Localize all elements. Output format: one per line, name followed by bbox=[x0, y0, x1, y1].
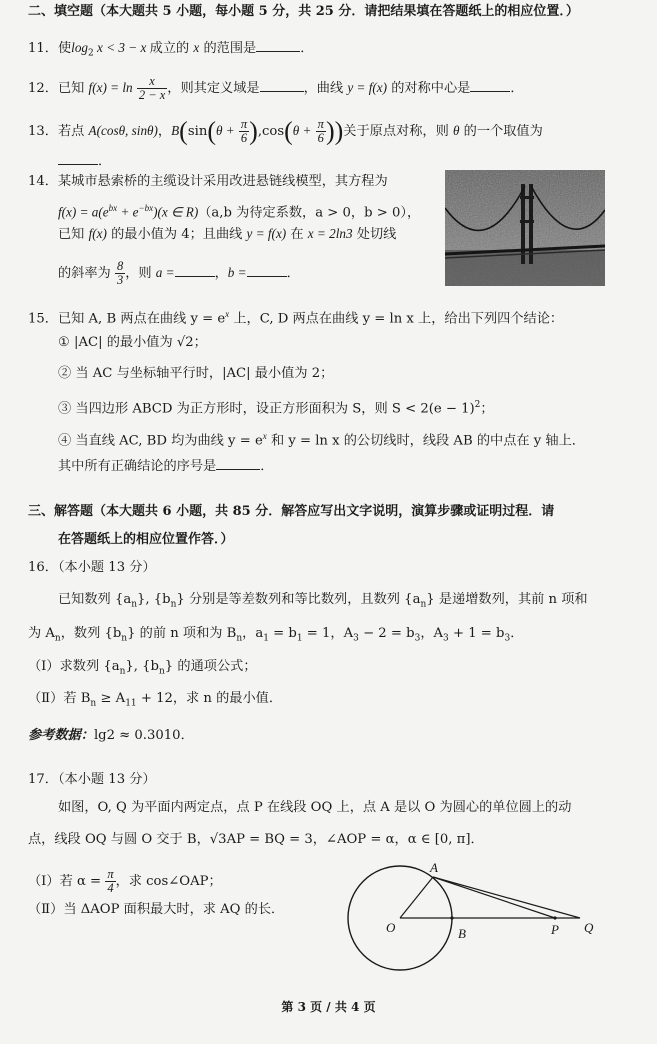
q15-c3-exp: 2 bbox=[474, 400, 481, 410]
answer-blank[interactable] bbox=[216, 455, 260, 470]
question-number: 15． bbox=[28, 311, 58, 327]
q13-fraction bbox=[239, 118, 249, 145]
question-15-conclusion-4 bbox=[58, 426, 585, 451]
q11-text: 使 bbox=[57, 41, 72, 56]
question-11 bbox=[28, 37, 313, 64]
question-17-line-1: 如图，O, Q 为平面内两定点，点 P 在线段 OQ 上，点 A 是以 O 为圆心的单位圆上的动 bbox=[58, 800, 572, 815]
question-15-conclusion-2: ② 当 AC 与坐标轴平行时，|AC| 最小值为 2； bbox=[58, 366, 334, 381]
q11-end: ． bbox=[300, 41, 314, 56]
question-14-line-4 bbox=[58, 260, 300, 287]
question-16-line-1 bbox=[58, 590, 588, 615]
question-14-line-3 bbox=[58, 224, 396, 245]
q16-text: ，数列 {b bbox=[60, 626, 122, 641]
q16-text: } 分别是等差数列和等比数列，且数列 {a bbox=[176, 592, 421, 607]
label-q: Q bbox=[584, 920, 594, 935]
label-p: P bbox=[551, 922, 559, 937]
paren-close: ) bbox=[249, 116, 258, 146]
question-15-conclusion-3 bbox=[58, 395, 494, 419]
answer-blank[interactable] bbox=[470, 77, 510, 92]
question-17-title: 17．（本小题 13 分） bbox=[28, 772, 156, 787]
paren-open: ( bbox=[179, 116, 188, 146]
question-16-line-2 bbox=[28, 624, 523, 649]
q14-eq-3: )(x ∈ R) bbox=[153, 204, 199, 220]
q11-log: log bbox=[71, 40, 89, 55]
sub: n bbox=[54, 633, 61, 644]
question-16-part-1 bbox=[28, 657, 257, 682]
paren-open: ( bbox=[284, 116, 293, 146]
q17-p1-text-2: ，求 cos∠OAP； bbox=[115, 874, 222, 889]
question-14-line-1 bbox=[28, 172, 388, 192]
q15-text-2: 上，C, D 两点在曲线 y = ln x 上，给出下列四个结论： bbox=[229, 311, 564, 327]
fraction-denominator: 4 bbox=[107, 881, 114, 895]
q12-text: 已知 bbox=[57, 81, 89, 96]
q14-text-7: 的斜率为 bbox=[58, 266, 111, 281]
q14-eq-2: + e bbox=[117, 204, 139, 220]
q15-end: ． bbox=[260, 459, 274, 474]
q14-point: x = 2ln3 bbox=[307, 226, 353, 241]
q14-fraction bbox=[115, 260, 125, 287]
question-number: 12． bbox=[28, 81, 58, 96]
question-15-conclusion-1: ① |AC| 的最小值为 √2； bbox=[58, 335, 207, 350]
question-13 bbox=[28, 118, 543, 145]
geometry-figure bbox=[330, 850, 630, 978]
q12-function: f(x) = ln bbox=[88, 80, 133, 95]
q13-sin: sin bbox=[187, 124, 208, 139]
q15-c4-text-2: 和 y = ln x 的公切线时，线段 AB 的中点在 y 轴上． bbox=[266, 433, 585, 449]
answer-blank[interactable] bbox=[256, 37, 300, 52]
fraction-numerator: π bbox=[317, 117, 324, 131]
q14-exp: bx bbox=[108, 203, 118, 213]
fraction-numerator: π bbox=[107, 867, 114, 881]
q13-point-a: A(cosθ, sinθ) bbox=[88, 123, 158, 138]
q15-c4-text: ④ 当直线 AC, BD 均为曲线 y = e bbox=[58, 433, 263, 449]
q13-theta: θ + bbox=[292, 123, 312, 138]
q13-point-b: B bbox=[171, 123, 180, 138]
q12-text-3: ，曲线 bbox=[303, 81, 348, 96]
label-b: B bbox=[458, 926, 466, 941]
sub: 3 bbox=[353, 633, 359, 644]
sub: n bbox=[170, 599, 177, 610]
q11-inequality: x < 3 − x bbox=[93, 40, 150, 55]
q14-curve: y = f(x) bbox=[246, 226, 287, 241]
sub: n bbox=[90, 698, 97, 709]
sub: 3 bbox=[443, 633, 449, 644]
sub: n bbox=[131, 599, 137, 610]
q15-prompt: 其中所有正确结论的序号是 bbox=[58, 459, 217, 474]
q13-cos: ,cos bbox=[257, 124, 285, 139]
q16-text: ． bbox=[510, 626, 524, 641]
q16-p2-text: （Ⅱ）若 B bbox=[28, 691, 91, 706]
answer-blank[interactable] bbox=[260, 77, 304, 92]
q13-var: θ bbox=[452, 123, 460, 138]
section-2-heading: 二、填空题（本大题共 5 小题，每小题 5 分，共 25 分．请把结果填在答题纸上的相应位置．） bbox=[28, 4, 579, 19]
question-12 bbox=[28, 75, 524, 102]
question-number: 11． bbox=[28, 41, 58, 56]
fraction-numerator: x bbox=[137, 75, 167, 89]
q16-text: 已知数列 {a bbox=[58, 592, 132, 607]
q14-b: b = bbox=[227, 265, 247, 280]
q16-p1-text: } 的通项公式； bbox=[164, 659, 257, 674]
q13-end: ． bbox=[98, 154, 112, 169]
q12-text-4: 的对称中心是 bbox=[387, 81, 471, 96]
point-p bbox=[553, 916, 556, 919]
sub: 3 bbox=[504, 633, 511, 644]
q12-fraction bbox=[137, 75, 167, 102]
question-17-part-2: （Ⅱ）当 ΔAOP 面积最大时，求 AQ 的长． bbox=[28, 902, 285, 917]
fraction-denominator: 6 bbox=[317, 131, 324, 145]
q16-text: } 是递增数列，其前 n 项和 bbox=[426, 592, 588, 607]
q16-text: − 2 = b bbox=[358, 626, 415, 641]
q14-comma: ， bbox=[214, 266, 228, 281]
question-15-line-1 bbox=[28, 304, 563, 329]
sub: 11 bbox=[125, 698, 137, 709]
section-3-heading-cont: 在答题纸上的相应位置作答．） bbox=[58, 532, 234, 547]
q16-text: + 1 = b bbox=[448, 626, 505, 641]
question-14-line-2 bbox=[58, 198, 420, 223]
fraction-numerator: 8 bbox=[116, 259, 124, 273]
question-17-line-2: 点，线段 OQ 与圆 O 交于 B，√3AP = BQ = 3，∠AOP = α，α ∈ [0, π]． bbox=[28, 832, 484, 847]
q11-log-base: 2 bbox=[88, 48, 94, 59]
reference-value: lg2 ≈ 0.3010． bbox=[93, 728, 194, 743]
q11-var: x bbox=[193, 40, 200, 55]
question-17-part-1 bbox=[28, 868, 222, 895]
q16-p1-text: （Ⅰ）求数列 {a bbox=[28, 659, 120, 674]
q14-exp-2: −bx bbox=[138, 203, 154, 213]
segment-oa bbox=[400, 877, 433, 918]
sub: 3 bbox=[414, 633, 421, 644]
q14-text-8: ，则 bbox=[125, 266, 156, 281]
q15-c3-end: ； bbox=[480, 401, 494, 417]
q14-text-6: 处切线 bbox=[352, 227, 397, 242]
paren-close: ) bbox=[334, 116, 344, 146]
q13-fraction bbox=[316, 118, 326, 145]
fraction-denominator: 2 − x bbox=[138, 88, 166, 102]
fraction-denominator: 3 bbox=[116, 273, 124, 287]
q17-p1-text: （Ⅰ）若 α = bbox=[28, 874, 102, 889]
q15-c3-text: ③ 当四边形 ABCD 为正方形时，设正方形面积为 S，则 S < 2(e − 1) bbox=[58, 401, 475, 417]
q15-exp: x bbox=[225, 309, 230, 319]
q15-c4-exp: x bbox=[262, 431, 267, 441]
sub: 1 bbox=[263, 633, 269, 644]
q13-comma: ， bbox=[157, 124, 172, 139]
paren-close: ) bbox=[325, 116, 335, 146]
question-number: 14． bbox=[28, 174, 58, 189]
q16-text: = 1，A bbox=[302, 626, 354, 641]
sub: n bbox=[420, 599, 427, 610]
q16-text: }, {b bbox=[137, 592, 171, 607]
q16-text: } 的前 n 项和为 B bbox=[127, 626, 237, 641]
q16-text: = b bbox=[268, 626, 297, 641]
q12-end: ． bbox=[510, 81, 524, 96]
q14-func: f(x) bbox=[88, 226, 107, 241]
sub: n bbox=[236, 633, 243, 644]
q15-text: 已知 A, B 两点在曲线 y = e bbox=[57, 311, 226, 327]
q14-params: （a,b 为待定系数，a > 0，b > 0）， bbox=[198, 205, 421, 221]
question-16-title: 16．（本小题 13 分） bbox=[28, 560, 156, 575]
q16-text: ，a bbox=[242, 626, 264, 641]
q13-theta: θ + bbox=[215, 123, 235, 138]
q13-text-3: 的一个取值为 bbox=[459, 124, 543, 139]
question-number: 13． bbox=[28, 124, 58, 139]
label-o: O bbox=[386, 920, 396, 935]
fraction-numerator: π bbox=[240, 117, 248, 131]
question-13-cont bbox=[58, 150, 111, 172]
q16-p2-text: ≥ A bbox=[96, 691, 126, 706]
q13-text-2: 关于原点对称，则 bbox=[343, 124, 453, 139]
fraction-denominator: 6 bbox=[240, 131, 248, 145]
q16-text: ，A bbox=[420, 626, 444, 641]
sub: n bbox=[121, 633, 128, 644]
sub: n bbox=[159, 666, 165, 677]
answer-blank[interactable] bbox=[175, 262, 215, 277]
q13-text: 若点 bbox=[57, 124, 89, 139]
suspension-bridge-photo bbox=[445, 170, 605, 286]
reference-label: 参考数据： bbox=[28, 728, 94, 743]
section-3-heading: 三、解答题（本大题共 6 小题，共 85 分．解答应写出文字说明，演算步骤或证明过程．请 bbox=[28, 504, 555, 519]
page-footer: 第 3 页 / 共 4 页 bbox=[281, 1000, 376, 1014]
q16-p1-text: }, {b bbox=[125, 659, 159, 674]
q16-p2-text: + 12，求 n 的最小值． bbox=[136, 691, 283, 706]
sub: n bbox=[119, 666, 126, 677]
paren-open: ( bbox=[207, 116, 216, 146]
q17-fraction bbox=[105, 868, 115, 895]
answer-blank[interactable] bbox=[247, 262, 287, 277]
q14-a: a = bbox=[155, 265, 175, 280]
question-15-answer-line bbox=[58, 455, 273, 477]
question-16-reference bbox=[28, 726, 194, 746]
sub: 1 bbox=[296, 633, 303, 644]
question-16-part-2 bbox=[28, 689, 282, 714]
q12-text-2: ，则其定义域是 bbox=[167, 81, 260, 96]
q11-text-3: 的范围是 bbox=[199, 41, 257, 56]
q11-text-2: 成立的 bbox=[149, 41, 194, 56]
q16-text: 为 A bbox=[28, 626, 55, 641]
q14-text-4: 的最小值为 4；且曲线 bbox=[106, 227, 247, 242]
q14-eq: f(x) = a(e bbox=[58, 204, 109, 220]
q14-end: ． bbox=[286, 266, 300, 281]
answer-blank[interactable] bbox=[58, 150, 98, 165]
q14-text: 某城市悬索桥的主缆设计采用改进悬链线模型，其方程为 bbox=[57, 174, 388, 189]
q14-text-5: 在 bbox=[286, 227, 308, 242]
label-a: A bbox=[430, 860, 438, 875]
q12-curve: y = f(x) bbox=[347, 80, 388, 95]
point-b bbox=[450, 916, 453, 919]
segment-aq bbox=[433, 877, 580, 918]
q14-text-3: 已知 bbox=[58, 227, 89, 242]
